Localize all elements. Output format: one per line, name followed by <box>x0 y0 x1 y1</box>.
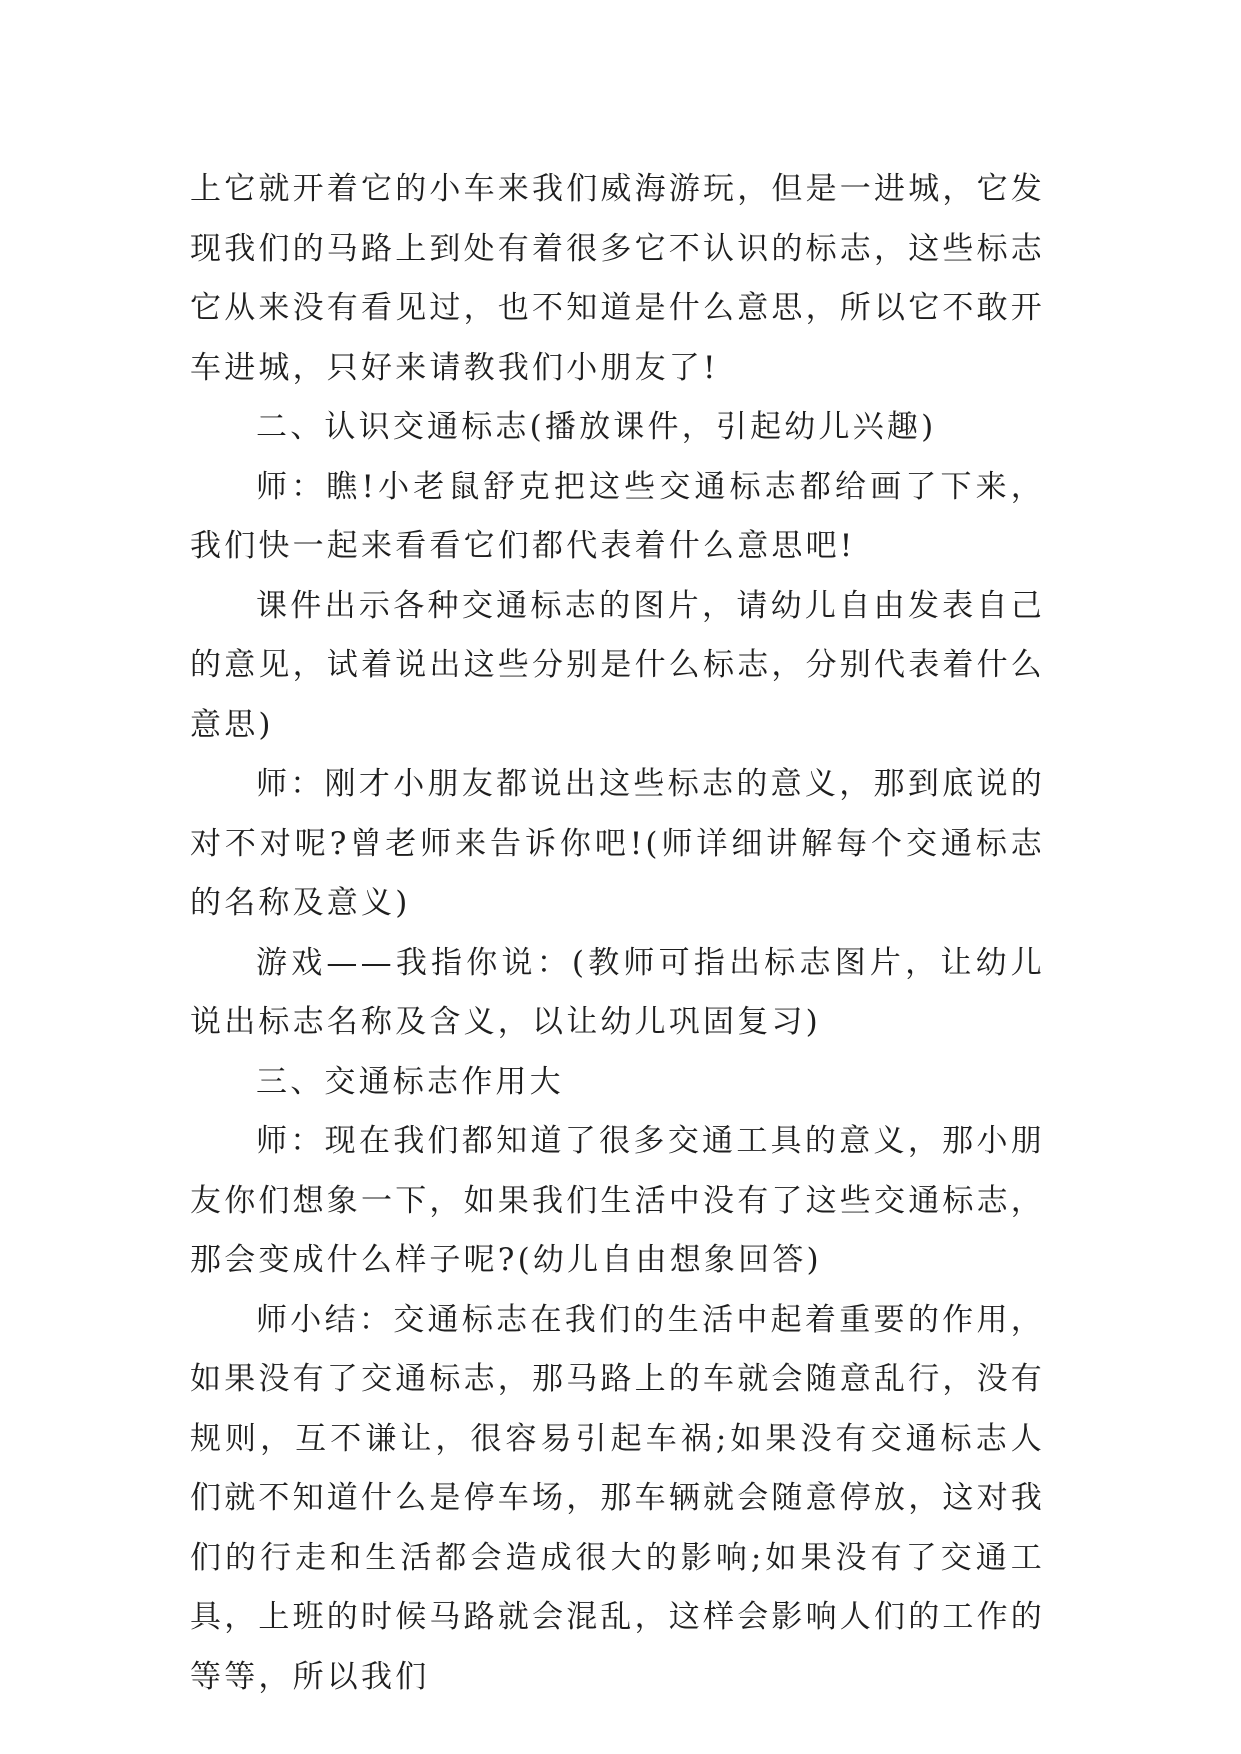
paragraph-teacher-1: 师：瞧!小老鼠舒克把这些交通标志都给画了下来，我们快一起来看看它们都代表着什么意思吧! <box>190 468 1045 564</box>
document-body <box>190 160 1045 1707</box>
section-heading-2: 二、认识交通标志(播放课件，引起幼儿兴趣) <box>256 409 937 445</box>
paragraph-game: 游戏——我指你说：(教师可指出标志图片，让幼儿说出标志名称及含义，以让幼儿巩固复习) <box>190 944 1045 1040</box>
paragraph-continuation: 上它就开着它的小车来我们威海游玩，但是一进城，它发现我们的马路上到处有着很多它不认识的标志，这些标志它从来没有看见过，也不知道是什么意思，所以它不敢开车进城，只好来请教我们小朋友了! <box>190 171 1045 386</box>
paragraph-teacher-3: 师：现在我们都知道了很多交通工具的意义，那小朋友你们想象一下，如果我们生活中没有了这些交通标志，那会变成什么样子呢?(幼儿自由想象回答) <box>190 1123 1045 1278</box>
paragraph-teacher-2: 师：刚才小朋友都说出这些标志的意义，那到底说的对不对呢?曾老师来告诉你吧!(师详细讲解每个交通标志的名称及意义) <box>190 766 1045 921</box>
paragraph-courseware: 课件出示各种交通标志的图片，请幼儿自由发表自己的意见，试着说出这些分别是什么标志，分别代表着什么意思) <box>190 587 1045 743</box>
section-heading-3: 三、交通标志作用大 <box>256 1063 564 1100</box>
paragraph-summary: 师小结：交通标志在我们的生活中起着重要的作用，如果没有了交通标志，那马路上的车就会随意乱行，没有规则，互不谦让，很容易引起车祸;如果没有交通标志人们就不知道什么是停车场，那车辆就会随意停放，这对我们的行走和生活都会造成很大的影响;如果没有了交通工具，上班的时候马路就会混乱，这样会影响人们的工作的等等，所以我们 <box>190 1301 1045 1695</box>
